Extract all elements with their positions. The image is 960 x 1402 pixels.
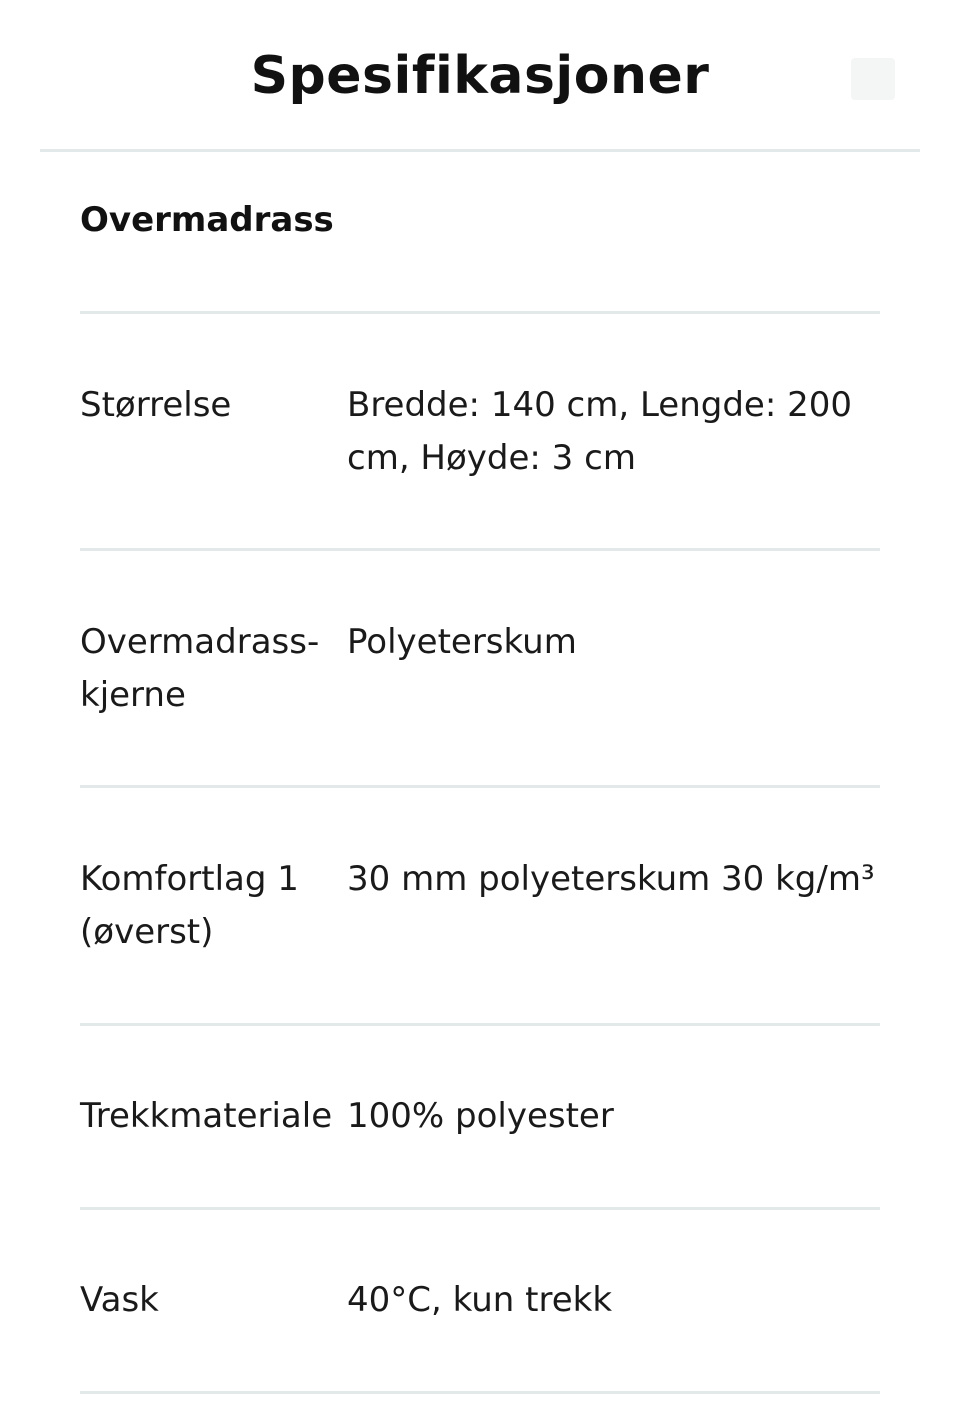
- modal-header: [0, 0, 960, 150]
- spec-label-line: Trekkmateriale: [80, 1096, 333, 1136]
- spec-label-line: Komfortlag 1: [80, 859, 299, 899]
- spec-label-line: kjerne: [80, 675, 186, 715]
- spec-value-overmadrass-kjerne: [347, 616, 880, 669]
- spec-label-komfortlag-1: [80, 853, 342, 959]
- spec-value-vask: [347, 1274, 880, 1327]
- spec-value-komfortlag-1: [347, 853, 880, 906]
- divider: [80, 785, 880, 788]
- divider: [80, 548, 880, 551]
- spec-label-trekkmateriale: [80, 1090, 342, 1143]
- divider: [80, 1023, 880, 1026]
- spec-label-vask: [80, 1274, 342, 1327]
- spec-label-line: (øverst): [80, 912, 214, 952]
- spec-value-line: Bredde: 140 cm, Lengde: 200: [347, 385, 853, 425]
- spec-value-trekkmateriale: [347, 1090, 880, 1143]
- spec-value-storrelse: [347, 379, 880, 485]
- divider: [80, 311, 880, 314]
- close-button[interactable]: [851, 58, 895, 100]
- spec-label-overmadrass-kjerne: [80, 616, 342, 722]
- spec-value-line: Polyeterskum: [347, 622, 577, 662]
- spec-label-storrelse: [80, 379, 342, 432]
- spec-value-line: 100% polyester: [347, 1096, 614, 1136]
- divider: [80, 1207, 880, 1210]
- spec-value-line: cm, Høyde: 3 cm: [347, 438, 636, 478]
- header-divider: [40, 149, 920, 152]
- page-title: Spesifikasjoner: [250, 46, 710, 106]
- spec-label-line: Vask: [80, 1280, 159, 1320]
- divider: [80, 1391, 880, 1394]
- spec-label-line: Størrelse: [80, 385, 232, 425]
- spec-value-line: 40°C, kun trekk: [347, 1280, 613, 1320]
- spec-label-line: Overmadrass-: [80, 622, 320, 662]
- spec-value-line: 30 mm polyeterskum 30 kg/m³: [347, 859, 875, 899]
- section-title: Overmadrass: [80, 200, 334, 240]
